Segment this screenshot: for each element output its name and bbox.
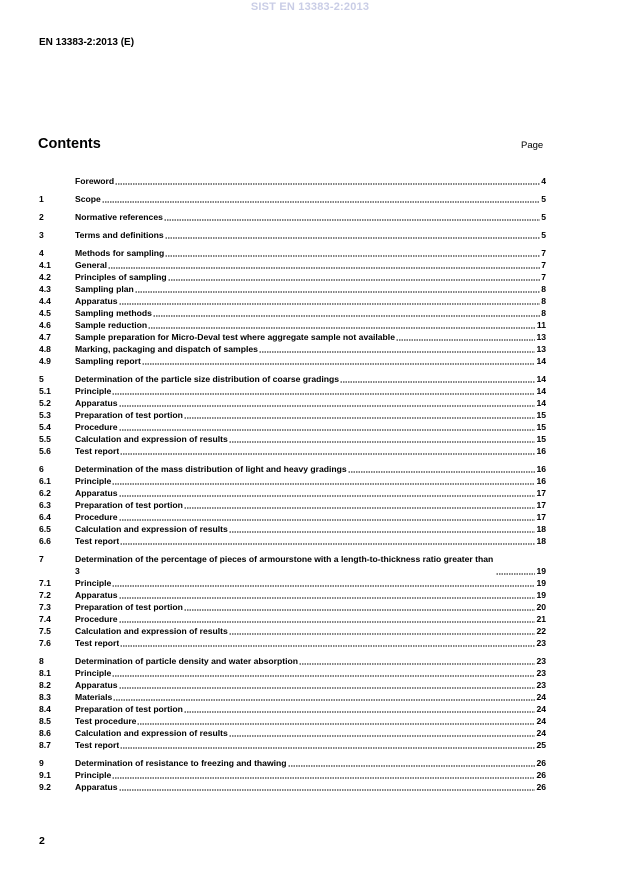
toc-entry[interactable]: [39, 343, 546, 355]
toc-leader-dots: [148, 320, 536, 329]
toc-entry-page: 8: [541, 284, 546, 294]
toc-entry[interactable]: [39, 769, 546, 781]
toc-leader-dots: [135, 284, 540, 293]
toc-entry-page: 17: [536, 512, 546, 522]
toc-entry[interactable]: [39, 625, 546, 637]
toc-leader-dots: [168, 272, 541, 281]
toc-entry-number: 8.7: [39, 740, 51, 750]
page-title: Contents: [38, 136, 101, 152]
toc-entry[interactable]: [39, 703, 546, 715]
toc-entry[interactable]: [39, 463, 546, 475]
toc-entry[interactable]: [39, 397, 546, 409]
toc-entry-page: 15: [536, 422, 546, 432]
toc-entry-number: 6.6: [39, 536, 51, 546]
toc-entry-number: 7.3: [39, 602, 51, 612]
toc-leader-dots: [184, 500, 536, 509]
toc-entry-title: Preparation of test portion: [75, 500, 183, 510]
toc-entry[interactable]: [39, 535, 546, 547]
toc-entry-title: Sampling plan: [75, 284, 134, 294]
toc-entry-number: 8.3: [39, 692, 51, 702]
toc-entry-number: 4.8: [39, 344, 51, 354]
toc-entry-title: Calculation and expression of results: [75, 728, 228, 738]
toc-entry-number: 4.7: [39, 332, 51, 342]
toc-entry[interactable]: [39, 667, 546, 679]
toc-entry-page: 22: [536, 626, 546, 636]
toc-entry-page: 25: [536, 740, 546, 750]
toc-entry-page: 19: [536, 578, 546, 588]
toc-entry-title: Preparation of test portion: [75, 704, 183, 714]
toc-entry-number: 5.5: [39, 434, 51, 444]
toc-entry-page: 17: [536, 488, 546, 498]
toc-leader-dots: [120, 740, 535, 749]
toc-entry-number: 7.6: [39, 638, 51, 648]
toc-entry[interactable]: [39, 739, 546, 751]
toc-leader-dots: [120, 446, 535, 455]
toc-entry-number: 4.3: [39, 284, 51, 294]
toc-entry-title: Test report: [75, 740, 120, 750]
toc-entry[interactable]: [39, 715, 546, 727]
toc-entry[interactable]: [39, 193, 546, 205]
toc-entry-title: Procedure: [75, 614, 118, 624]
toc-entry[interactable]: [39, 637, 546, 649]
toc-entry-page: 21: [536, 614, 546, 624]
page-column-label: Page: [521, 140, 544, 151]
toc-leader-dots: [119, 590, 536, 599]
toc-entry-number: 6.2: [39, 488, 51, 498]
toc-entry[interactable]: [39, 319, 546, 331]
toc-entry-number: 9: [39, 758, 44, 768]
toc-entry-number: 4.4: [39, 296, 51, 306]
toc-entry-title: Materials: [75, 692, 113, 702]
toc-entry[interactable]: [39, 295, 546, 307]
toc-entry-title: Sampling report: [75, 356, 141, 366]
toc-entry-page: 15: [536, 410, 546, 420]
toc-entry[interactable]: [39, 655, 546, 667]
toc-leader-dots: [299, 656, 535, 665]
toc-leader-dots: [119, 680, 536, 689]
toc-leader-dots: [164, 212, 540, 221]
toc-entry-page: 5: [541, 194, 546, 204]
toc-entry-number: 4.2: [39, 272, 51, 282]
toc-leader-dots: [119, 422, 536, 431]
toc-entry-number: 4.1: [39, 260, 51, 270]
toc-entry-number: 9.2: [39, 782, 51, 792]
toc-entry-page: 5: [541, 230, 546, 240]
toc-entry-number: 5.6: [39, 446, 51, 456]
toc-entry-number: 6.3: [39, 500, 51, 510]
toc-entry-page: 18: [536, 536, 546, 546]
toc-entry-page: 24: [536, 692, 546, 702]
toc-leader-dots: [112, 476, 535, 485]
toc-entry-number: 2: [39, 212, 44, 222]
toc-entry-title: Sample preparation for Micro-Deval test where aggregate sample not available: [75, 332, 395, 342]
toc-entry-title: Test report: [75, 638, 120, 648]
toc-entry-title: Determination of the percentage of pieces of armourstone with a length-to-thickness ratio greater than 3: [75, 554, 494, 576]
toc-entry[interactable]: [39, 331, 546, 343]
toc-entry-page: 13: [536, 332, 546, 342]
toc-entry-page: 8: [541, 296, 546, 306]
toc-entry[interactable]: [39, 781, 546, 793]
toc-entry-page: 24: [536, 716, 546, 726]
toc-entry-number: 5.1: [39, 386, 51, 396]
toc-leader-dots: [165, 230, 541, 239]
toc-entry-page: 7: [541, 248, 546, 258]
watermark: SIST EN 13383-2:2013: [250, 1, 370, 13]
toc-entry-number: 3: [39, 230, 44, 240]
toc-entry-number: 8.4: [39, 704, 51, 714]
toc-entry-number: 8.6: [39, 728, 51, 738]
toc-leader-dots: [120, 536, 535, 545]
toc-entry-number: 4: [39, 248, 44, 258]
toc-entry-page: 16: [536, 464, 546, 474]
toc-entry-title: Determination of the particle size distribution of coarse gradings: [75, 374, 340, 384]
toc-entry-number: 7.2: [39, 590, 51, 600]
toc-entry[interactable]: [39, 433, 546, 445]
toc-leader-dots: [119, 398, 536, 407]
toc-entry-title: Sampling methods: [75, 308, 152, 318]
toc-entry[interactable]: [39, 601, 546, 613]
toc-entry-title: Normative references: [75, 212, 163, 222]
toc-entry-number: 7: [39, 554, 44, 564]
toc-leader-dots: [229, 626, 536, 635]
toc-leader-dots: [396, 332, 535, 341]
toc-entry-number: 6: [39, 464, 44, 474]
toc-leader-dots: [229, 728, 536, 737]
toc-leader-dots: [496, 566, 535, 575]
toc-leader-dots: [119, 614, 536, 623]
toc-entry-page: 26: [536, 758, 546, 768]
toc-entry-title: Methods for sampling: [75, 248, 165, 258]
toc-entry[interactable]: [39, 577, 546, 589]
page-number: 2: [39, 835, 45, 847]
toc-entry-title: Preparation of test portion: [75, 410, 183, 420]
toc-entry[interactable]: [39, 589, 546, 601]
toc-leader-dots: [165, 248, 540, 257]
toc-leader-dots: [112, 386, 535, 395]
toc-entry-title: Principle: [75, 578, 112, 588]
toc-entry-page: 19: [536, 590, 546, 600]
toc-entry-page: 11: [536, 320, 546, 330]
toc-entry-number: 7.4: [39, 614, 51, 624]
toc-entry-page: 14: [536, 356, 546, 366]
toc-entry[interactable]: [39, 523, 546, 535]
toc-entry[interactable]: [39, 175, 546, 187]
toc-entry-number: 6.4: [39, 512, 51, 522]
toc-entry-title: Principle: [75, 386, 112, 396]
toc-entry-page: 14: [536, 374, 546, 384]
toc-entry-page: 24: [536, 728, 546, 738]
toc-leader-dots: [153, 308, 540, 317]
toc-entry-title: Apparatus: [75, 488, 118, 498]
toc-leader-dots: [108, 260, 540, 269]
toc-entry-page: 14: [536, 386, 546, 396]
toc-leader-dots: [259, 344, 536, 353]
toc-entry-number: 4.5: [39, 308, 51, 318]
toc-leader-dots: [119, 782, 536, 791]
toc-leader-dots: [229, 434, 536, 443]
toc-entry-page: 7: [541, 260, 546, 270]
toc-entry[interactable]: [39, 247, 546, 259]
toc-entry-title: Calculation and expression of results: [75, 524, 228, 534]
toc-entry-number: 6.1: [39, 476, 51, 486]
toc-entry[interactable]: [39, 445, 546, 457]
toc-leader-dots: [184, 602, 536, 611]
toc-entry-title: Determination of particle density and water absorption: [75, 656, 298, 666]
toc-entry-page: 13: [536, 344, 546, 354]
toc-entry-title: Sample reduction: [75, 320, 148, 330]
toc-entry[interactable]: [39, 421, 546, 433]
toc-entry-title: Principle: [75, 668, 112, 678]
toc-entry-page: 4: [541, 176, 546, 186]
toc-entry-title: Determination of the mass distribution of light and heavy gradings: [75, 464, 347, 474]
toc-entry[interactable]: [39, 727, 546, 739]
toc-entry-page: 16: [536, 446, 546, 456]
toc-entry-page: 23: [536, 680, 546, 690]
toc-entry[interactable]: [39, 373, 546, 385]
toc-entry-number: 5.2: [39, 398, 51, 408]
toc-entry[interactable]: [39, 511, 546, 523]
toc-entry-title: Test report: [75, 536, 120, 546]
toc-leader-dots: [184, 410, 536, 419]
toc-entry-title: Apparatus: [75, 296, 118, 306]
toc-entry[interactable]: [39, 553, 546, 577]
toc-entry-title: Foreword: [75, 176, 115, 186]
toc-entry-title: Apparatus: [75, 782, 118, 792]
toc-entry[interactable]: [39, 487, 546, 499]
toc-entry-page: 5: [541, 212, 546, 222]
toc-entry-page: 15: [536, 434, 546, 444]
toc-entry-page: 8: [541, 308, 546, 318]
toc-entry-number: 4.9: [39, 356, 51, 366]
toc-leader-dots: [340, 374, 535, 383]
toc-leader-dots: [112, 770, 535, 779]
toc-entry[interactable]: [39, 385, 546, 397]
toc-entry-page: 24: [536, 704, 546, 714]
document-id: EN 13383-2:2013 (E): [39, 37, 135, 48]
toc-entry[interactable]: [39, 355, 546, 367]
toc-entry-page: 23: [536, 668, 546, 678]
toc-entry-title: Terms and definitions: [75, 230, 164, 240]
toc-leader-dots: [119, 488, 536, 497]
toc-entry[interactable]: [39, 271, 546, 283]
toc-entry[interactable]: [39, 307, 546, 319]
toc-leader-dots: [112, 578, 535, 587]
toc-entry-number: 8.5: [39, 716, 51, 726]
toc-entry[interactable]: [39, 283, 546, 295]
toc-leader-dots: [119, 512, 536, 521]
toc-leader-dots: [229, 524, 536, 533]
toc-entry-page: 19: [536, 566, 546, 576]
toc-entry[interactable]: [39, 259, 546, 271]
toc-entry-page: 14: [536, 398, 546, 408]
table-of-contents: [39, 175, 546, 793]
toc-leader-dots: [112, 668, 535, 677]
toc-entry-number: 5.4: [39, 422, 51, 432]
toc-entry-page: 16: [536, 476, 546, 486]
toc-entry-title: Test procedure: [75, 716, 137, 726]
toc-entry[interactable]: [39, 211, 546, 223]
toc-leader-dots: [184, 704, 536, 713]
toc-entry-title: Preparation of test portion: [75, 602, 183, 612]
toc-entry-number: 5: [39, 374, 44, 384]
toc-entry-title: Apparatus: [75, 398, 118, 408]
toc-leader-dots: [120, 638, 535, 647]
toc-entry[interactable]: [39, 757, 546, 769]
toc-leader-dots: [115, 176, 540, 185]
toc-entry-number: 4.6: [39, 320, 51, 330]
toc-entry-title: Determination of resistance to freezing and thawing: [75, 758, 287, 768]
toc-leader-dots: [137, 716, 535, 725]
toc-leader-dots: [142, 356, 536, 365]
toc-entry-number: 6.5: [39, 524, 51, 534]
toc-entry-title: Test report: [75, 446, 120, 456]
toc-entry-page: 7: [541, 272, 546, 282]
toc-entry-title: Principles of sampling: [75, 272, 167, 282]
toc-entry-page: 17: [536, 500, 546, 510]
toc-entry-title: Calculation and expression of results: [75, 434, 228, 444]
toc-entry-title: Calculation and expression of results: [75, 626, 228, 636]
toc-entry-page: 26: [536, 770, 546, 780]
toc-entry-page: 23: [536, 656, 546, 666]
toc-entry-title: Procedure: [75, 512, 118, 522]
toc-entry[interactable]: [39, 499, 546, 511]
toc-entry-page: 18: [536, 524, 546, 534]
toc-entry[interactable]: [39, 613, 546, 625]
toc-entry-number: 1: [39, 194, 44, 204]
toc-entry[interactable]: [39, 475, 546, 487]
toc-entry-page: 23: [536, 638, 546, 648]
toc-entry-title: Apparatus: [75, 680, 118, 690]
toc-entry[interactable]: [39, 409, 546, 421]
toc-entry[interactable]: [39, 679, 546, 691]
toc-entry-title: Apparatus: [75, 590, 118, 600]
toc-entry-number: 8: [39, 656, 44, 666]
toc-entry-number: 8.2: [39, 680, 51, 690]
toc-entry-number: 8.1: [39, 668, 51, 678]
toc-entry-page: 26: [536, 782, 546, 792]
toc-entry-title: General: [75, 260, 108, 270]
toc-entry-number: 9.1: [39, 770, 51, 780]
toc-entry-number: 5.3: [39, 410, 51, 420]
toc-entry-title: Principle: [75, 770, 112, 780]
toc-leader-dots: [102, 194, 540, 203]
toc-entry-title: Principle: [75, 476, 112, 486]
toc-entry[interactable]: [39, 229, 546, 241]
toc-entry-page: 20: [536, 602, 546, 612]
toc-entry-title: Procedure: [75, 422, 118, 432]
toc-entry[interactable]: [39, 691, 546, 703]
toc-leader-dots: [288, 758, 536, 767]
toc-entry-title: Scope: [75, 194, 101, 204]
toc-leader-dots: [119, 296, 541, 305]
toc-entry-number: 7.5: [39, 626, 51, 636]
toc-entry-title: Marking, packaging and dispatch of samples: [75, 344, 258, 354]
toc-entry-number: 7.1: [39, 578, 51, 588]
toc-leader-dots: [348, 464, 536, 473]
toc-leader-dots: [113, 692, 535, 701]
